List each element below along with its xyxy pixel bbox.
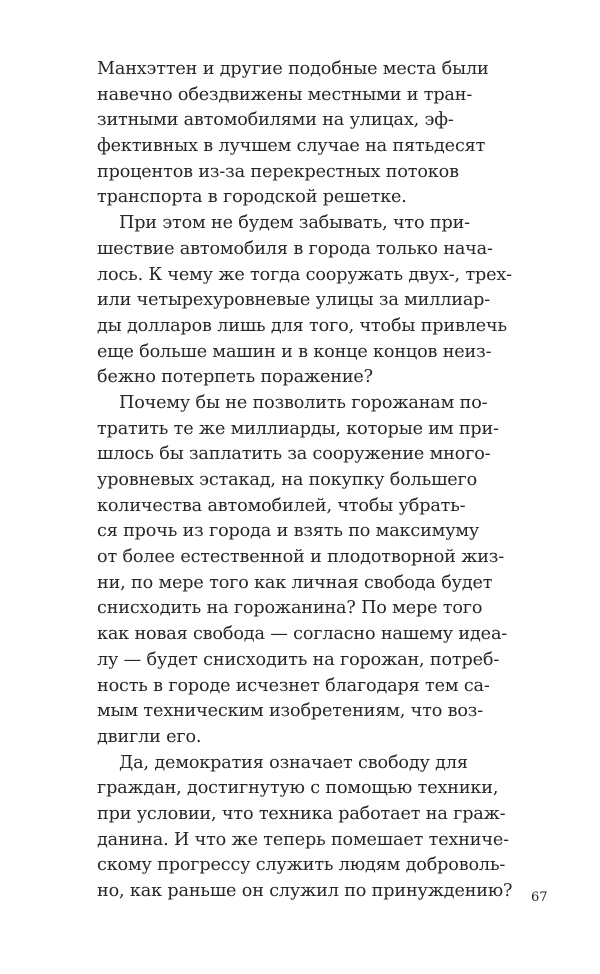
text-line: ни, по мере того как личная свобода будет bbox=[97, 572, 493, 593]
text-line: процентов из-за перекрестных потоков bbox=[97, 161, 459, 182]
text-line: Да, демократия означает свободу для bbox=[119, 752, 468, 773]
text-line: Манхэттен и другие подобные места были bbox=[97, 59, 489, 79]
text-line: снисходить на горожанина? По мере того bbox=[97, 598, 483, 619]
text-line: как новая свобода — согласно нашему идеа- bbox=[97, 624, 508, 645]
text-line: При этом не будем забывать, что при- bbox=[119, 213, 470, 234]
text-line: или четырехуровневые улицы за миллиар- bbox=[97, 290, 491, 311]
text-line: еще больше машин и в конце концов неиз- bbox=[97, 341, 492, 362]
text-line: ность в городе исчезнет благодаря тем са- bbox=[97, 675, 490, 696]
body-text bbox=[97, 57, 517, 905]
text-line: зитными автомобилями на улицах, эф- bbox=[97, 110, 454, 131]
text-line: от более естественной и плодотворной жиз- bbox=[97, 547, 505, 568]
text-line: навечно обездвижены местными и тран- bbox=[97, 84, 473, 105]
text-line: шествие автомобиля в города только нача- bbox=[97, 238, 493, 259]
text-line: бежно потерпеть поражение? bbox=[97, 367, 373, 388]
page-number: 67 bbox=[531, 890, 548, 905]
text-line: скому прогрессу служить людям доброволь- bbox=[97, 855, 506, 876]
text-line: но, как раньше он служил по принуждению? bbox=[97, 881, 513, 901]
text-line: лось. К чему же тогда сооружать двух-, трех- bbox=[97, 264, 512, 285]
text-line: при условии, что техника работает на граж- bbox=[97, 803, 506, 824]
text-line: мым техническим изобретениям, что воз- bbox=[97, 701, 484, 722]
text-line: транспорта в городской решетке. bbox=[97, 187, 407, 208]
text-line: двигли его. bbox=[97, 726, 202, 747]
text-line: данина. И что же теперь помешает техниче- bbox=[97, 829, 509, 850]
text-line: тратить те же миллиарды, которые им при- bbox=[97, 418, 499, 439]
text-line: граждан, достигнутую с помощью техники, bbox=[97, 778, 499, 799]
text-line: Почему бы не позволить горожанам по- bbox=[119, 392, 488, 413]
text-line: ся прочь из города и взять по максимуму bbox=[97, 521, 480, 542]
text-line: ды долларов лишь для того, чтобы привлечь bbox=[97, 315, 507, 336]
text-line: уровневых эстакад, на покупку большего bbox=[97, 470, 478, 490]
text-line: количества автомобилей, чтобы убрать- bbox=[97, 495, 466, 516]
text-line: лу — будет снисходить на горожан, потреб- bbox=[97, 649, 500, 670]
text-line: фективных в лучшем случае на пятьдесят bbox=[97, 136, 486, 157]
text-line: шлось бы заплатить за сооружение много- bbox=[97, 444, 491, 465]
